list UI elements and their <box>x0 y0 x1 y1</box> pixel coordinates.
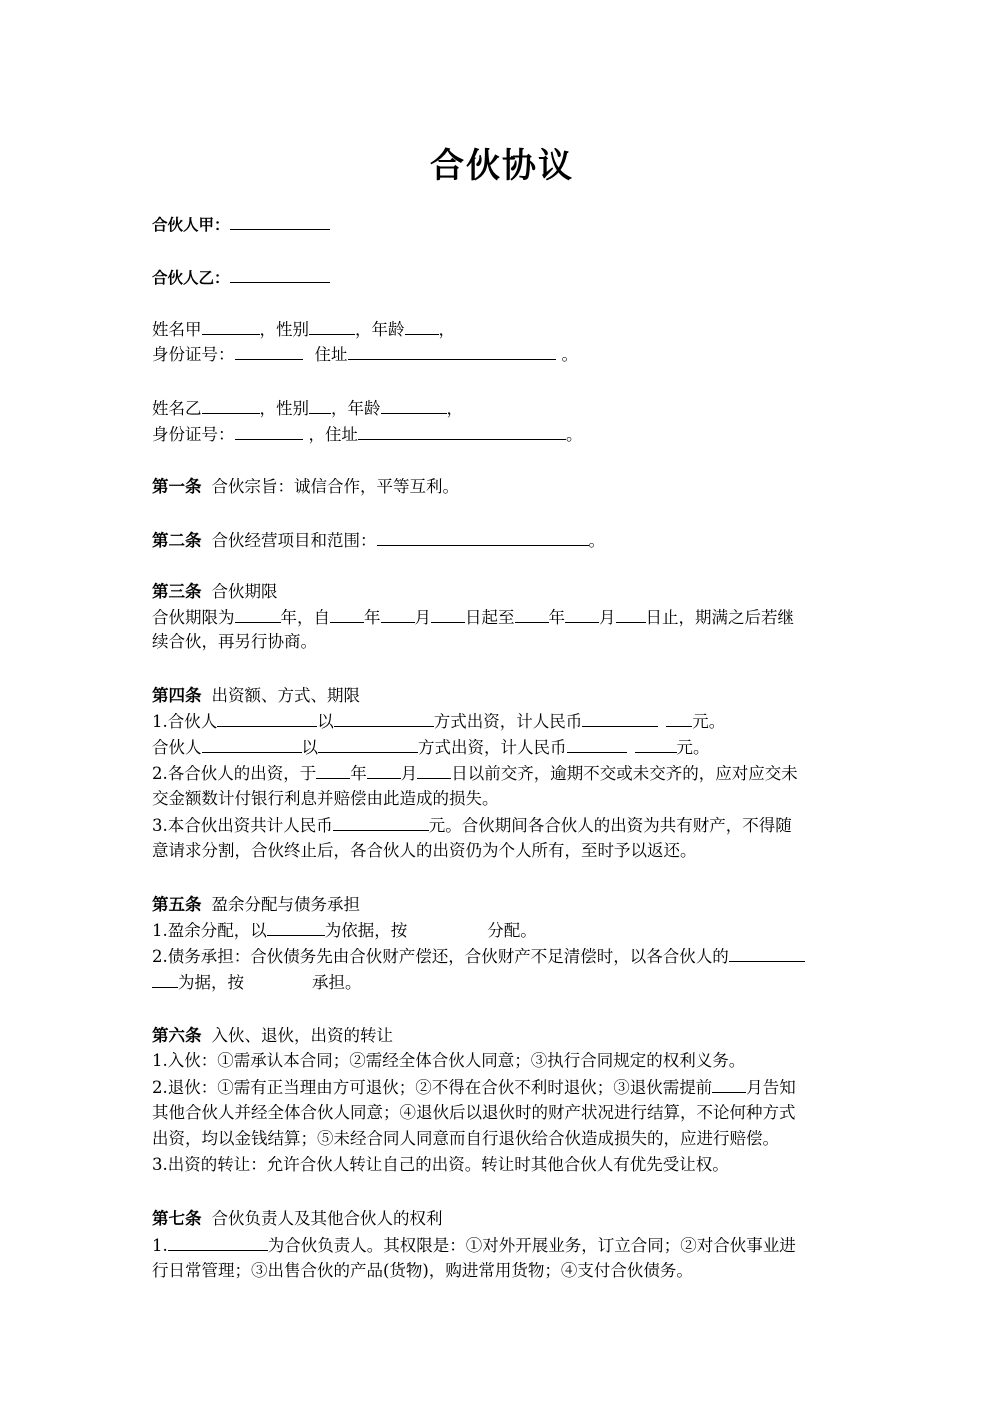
gender-a-label: ，性别 <box>259 320 309 339</box>
p1-method-blank <box>334 709 434 727</box>
addr-a-label: 住址 <box>314 345 348 364</box>
age-b-blank <box>381 396 447 414</box>
party-b-line <box>152 265 330 289</box>
article-4-p2 <box>152 735 710 759</box>
start-year-blank <box>330 605 364 623</box>
article-3-line1-end: 日止，期满之后若继 <box>645 608 794 627</box>
p4-text-b: 元。合伙期间各合伙人的出资为共有财产，不得随 <box>428 816 792 835</box>
profit-by-label: 为依据，按 <box>324 921 408 940</box>
id-a-blank <box>235 342 303 360</box>
article-7-p1 <box>152 1233 796 1257</box>
article-6-p2-cont2: 出资，均以金钱结算；⑤未经合同人同意而自行退伙给合伙造成损失的，应进行赔偿。 <box>152 1129 779 1148</box>
article-5-p2 <box>152 944 805 968</box>
p1-partner-blank <box>217 709 317 727</box>
article-4-p3 <box>152 761 798 785</box>
article-4-p3-cont: 交金额数计付银行利息并赔偿由此造成的损失。 <box>152 789 499 808</box>
p3-text-d: 日以前交齐，逾期不交或未交齐的，应对应交未 <box>451 764 798 783</box>
from-label: 年，自 <box>280 608 330 627</box>
person-a-line1 <box>152 317 455 341</box>
until-label: 日起至 <box>465 608 515 627</box>
withdraw-text: 2.退伙：①需有正当理由方可退伙；②不得在合伙不利时退伙；③退伙需提前 <box>152 1078 713 1097</box>
p2-amount-label: 方式出资，计人民币 <box>418 738 567 757</box>
end-month-label: 月 <box>599 608 616 627</box>
profit-basis-blank <box>267 918 325 936</box>
party-a-line <box>152 212 330 236</box>
article-5-title: 盈余分配与债务承担 <box>211 895 360 914</box>
article-3-heading-line <box>152 580 278 604</box>
article-5-heading-line <box>152 893 360 917</box>
addr-b-blank <box>358 422 566 440</box>
debt-basis-blank <box>729 944 805 962</box>
p1-with-label: 以 <box>317 712 334 731</box>
start-year-label: 年 <box>364 608 381 627</box>
notice-months-blank <box>712 1075 746 1093</box>
id-a-label: 身份证号： <box>152 345 235 364</box>
person-a-end2: 。 <box>561 345 578 364</box>
p1-yuan: 元。 <box>692 712 726 731</box>
party-a-blank <box>230 212 330 230</box>
age-a-label: ，年龄 <box>355 320 405 339</box>
article-6-p1: 1.入伙：①需承认本合同；②需经全体合伙人同意；③执行合同规定的权利义务。 <box>152 1051 746 1070</box>
article-5-p2-cont <box>152 970 362 994</box>
p2-with-label: 以 <box>301 738 318 757</box>
person-b-end2: 。 <box>566 425 583 444</box>
manager-blank <box>168 1233 268 1251</box>
gender-a-blank <box>309 317 355 335</box>
notice-text: 月告知 <box>746 1078 796 1097</box>
manager-number: 1. <box>152 1236 168 1255</box>
article-4-p4 <box>152 813 792 837</box>
document-title: 合伙协议 <box>430 146 574 186</box>
age-a-blank <box>405 317 439 335</box>
party-b-blank <box>230 265 330 283</box>
article-2-end: 。 <box>588 531 605 550</box>
p3-month-label: 月 <box>400 764 418 783</box>
article-7-heading-line <box>152 1207 443 1231</box>
end-year-blank <box>515 605 549 623</box>
p3-day-blank <box>417 761 451 779</box>
debt-bear-label: 承担。 <box>312 973 362 992</box>
p3-year-blank <box>316 761 350 779</box>
start-day-blank <box>431 605 465 623</box>
article-1 <box>152 475 459 499</box>
end-year-label: 年 <box>548 608 565 627</box>
profit-basis-label: 1.盈余分配，以 <box>152 921 267 940</box>
article-2 <box>152 528 605 552</box>
person-b-line1 <box>152 396 463 420</box>
article-3-heading: 第三条 <box>152 582 202 601</box>
id-b-label: 身份证号： <box>152 425 235 444</box>
p1-partner-label: 1.合伙人 <box>152 712 218 731</box>
article-6-p2-cont1: 其他合伙人并经全体合伙人同意；④退伙后以退伙时的财产状况进行结算，不论何种方式 <box>152 1103 796 1122</box>
article-6-heading: 第六条 <box>152 1026 202 1045</box>
debt-basis-blank-2 <box>152 970 178 988</box>
p2-amount-blank <box>567 735 627 753</box>
person-b-end1: ， <box>446 399 463 418</box>
term-label: 合伙期限为 <box>152 608 235 627</box>
article-3-line2: 续合伙，再另行协商。 <box>152 632 317 651</box>
debt-by-label: 为据，按 <box>178 973 244 992</box>
p2-partner-label: 合伙人 <box>152 738 202 757</box>
article-4-title: 出资额、方式、期限 <box>211 686 360 705</box>
article-7-heading: 第七条 <box>152 1209 202 1228</box>
article-2-text: 合伙经营项目和范围： <box>211 531 377 550</box>
article-1-heading: 第一条 <box>152 477 202 496</box>
end-day-blank <box>616 605 646 623</box>
p1-amount-blank <box>582 709 658 727</box>
article-6-p3: 3.出资的转让：允许合伙人转让自己的出资。转让时其他合伙人有优先受让权。 <box>152 1155 729 1174</box>
p1-amount-blank-2 <box>666 709 692 727</box>
p3-month-blank <box>367 761 401 779</box>
gender-b-blank <box>309 396 331 414</box>
term-years-blank <box>235 605 281 623</box>
article-4-heading: 第四条 <box>152 686 202 705</box>
article-7-title: 合伙负责人及其他合伙人的权利 <box>211 1209 443 1228</box>
scope-blank <box>377 528 589 546</box>
article-2-heading: 第二条 <box>152 531 202 550</box>
p4-total-blank <box>333 813 429 831</box>
end-month-blank <box>565 605 599 623</box>
id-b-blank <box>235 422 303 440</box>
start-month-label: 月 <box>414 608 431 627</box>
name-b-blank <box>202 396 260 414</box>
article-4-heading-line <box>152 684 360 708</box>
party-b-label: 合伙人乙： <box>152 269 230 287</box>
name-a-blank <box>202 317 260 335</box>
p2-method-blank <box>318 735 418 753</box>
article-4-p4-cont: 意请求分割，合伙终止后，各合伙人的出资仍为个人所有，至时予以返还。 <box>152 841 697 860</box>
article-6-p2 <box>152 1075 796 1099</box>
p2-amount-blank-2 <box>635 735 677 753</box>
article-7-p1-cont: 行日常管理；③出售合伙的产品(货物)，购进常用货物；④支付合伙债务。 <box>152 1261 693 1280</box>
article-5-p1 <box>152 918 537 942</box>
age-b-label: ，年龄 <box>331 399 381 418</box>
addr-a-blank <box>348 342 556 360</box>
article-3-title: 合伙期限 <box>211 582 278 601</box>
article-5-heading: 第五条 <box>152 895 202 914</box>
p2-partner-blank <box>202 735 302 753</box>
article-3-line1 <box>152 605 794 629</box>
profit-distribute-label: 分配。 <box>487 921 537 940</box>
article-6-title: 入伙、退伙，出资的转让 <box>211 1026 393 1045</box>
gender-b-label: ，性别 <box>259 399 309 418</box>
name-b-label: 姓名乙 <box>152 399 202 418</box>
debt-text: 2.债务承担：合伙债务先由合伙财产偿还，合伙财产不足清偿时，以各合伙人的 <box>152 947 729 966</box>
p3-year-label: 年 <box>350 764 367 783</box>
p3-text-a: 2.各合伙人的出资，于 <box>152 764 317 783</box>
person-a-line2 <box>152 342 578 366</box>
start-month-blank <box>381 605 415 623</box>
article-1-text: 合伙宗旨：诚信合作，平等互利。 <box>211 477 459 496</box>
person-a-end1: ， <box>438 320 455 339</box>
p4-text-a: 3.本合伙出资共计人民币 <box>152 816 333 835</box>
p1-amount-label: 方式出资，计人民币 <box>433 712 583 731</box>
party-a-label: 合伙人甲： <box>152 216 230 234</box>
addr-b-label: ，住址 <box>308 425 358 444</box>
article-6-heading-line <box>152 1024 393 1048</box>
person-b-line2 <box>152 422 583 446</box>
p2-yuan: 元。 <box>676 738 710 757</box>
name-a-label: 姓名甲 <box>152 320 202 339</box>
manager-text: 为合伙负责人。其权限是：①对外开展业务，订立合同；②对合伙事业进 <box>267 1236 796 1255</box>
article-4-p1 <box>152 709 725 733</box>
